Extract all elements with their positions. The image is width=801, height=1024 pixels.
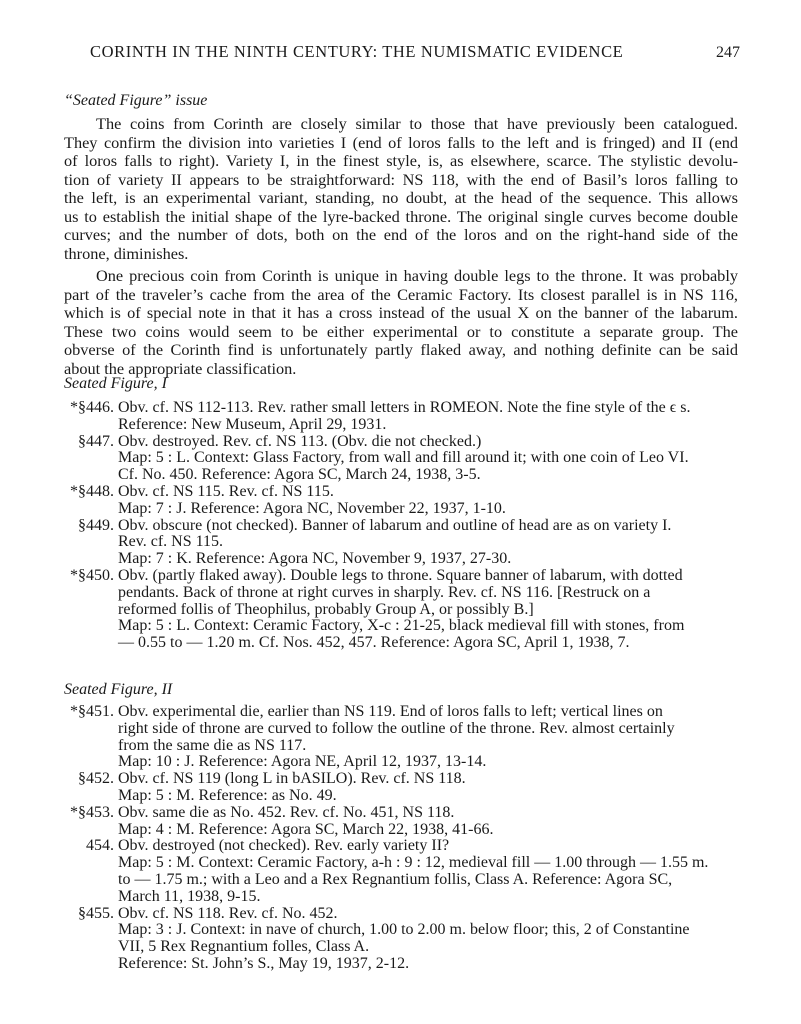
entry-line: Obv. cf. NS 115. Rev. cf. NS 115. [118, 483, 334, 500]
running-head [90, 42, 740, 62]
entry-line: pendants. Back of throne at right curves in sharply. Rev. cf. NS 116. [Restruck on a [118, 583, 651, 601]
entry-line: Obv. cf. NS 118. Rev. cf. No. 452. [118, 904, 338, 922]
issue-title: “Seated Figure” issue [64, 92, 208, 109]
running-head-title: CORINTH IN THE NINTH CENTURY: THE NUMISMATIC EVIDENCE [90, 42, 624, 61]
entry-line: Map: 10 : J. Reference: Agora NE, April 12, 1937, 13-14. [118, 753, 487, 771]
catalogue-entry [0, 704, 801, 771]
entry-line: Reference: St. John’s S., May 19, 1937, 2-12. [118, 954, 410, 972]
entry-line: — 0.55 to — 1.20 m. Cf. Nos. 452, 457. Reference: Agora SC, April 1, 1938, 7. [118, 634, 630, 652]
entry-line: right side of throne are curved to follow the outline of the throne. Rev. almost certainly [118, 719, 675, 737]
catalogue-entry [0, 434, 801, 484]
catalogue-entry [0, 568, 801, 652]
entry-line: Rev. cf. NS 115. [118, 533, 224, 551]
entry-number: *§446. [70, 399, 114, 416]
paragraph-line: One precious coin from Corinth is unique in having double legs to the throne. It was probably [96, 267, 738, 285]
paragraph-line: part of the traveler’s cache from the area of the Ceramic Factory. Its closest parallel is in NS 116, [64, 285, 738, 304]
section-title-seated-figure-ii: Seated Figure, II [64, 681, 173, 698]
catalogue-entry [0, 838, 801, 905]
entry-line: Cf. No. 450. Reference: Agora SC, March 24, 1938, 3-5. [118, 466, 481, 484]
entry-line: Map: 4 : M. Reference: Agora SC, March 22, 1938, 41-66. [118, 820, 494, 838]
entry-line: Map: 5 : L. Context: Glass Factory, from wall and fill around it; with one coin of Leo VI. [118, 449, 689, 467]
catalogue-entry [0, 805, 801, 839]
paragraph-line: The coins from Corinth are closely similar to those that have previously been catalogued. [96, 115, 738, 133]
paragraph-line: obverse of the Corinth find is unfortunately partly flaked away, and nothing definite can be said [64, 341, 738, 359]
paragraph-line: throne, diminishes. [64, 243, 189, 263]
entry-line: Map: 3 : J. Context: in nave of church, 1.00 to 2.00 m. below floor; this, 2 of Constantine [118, 921, 690, 939]
paragraph-line: which is of special note in that it has a cross instead of the usual X on the banner of the labarum. [64, 304, 738, 322]
paragraph-line: They confirm the division into varieties I (end of loros falls to the left and is fringed) and II (end [64, 133, 738, 152]
entry-line: Obv. (partly flaked away). Double legs to throne. Square banner of labarum, with dotted [118, 567, 683, 584]
entry-line: from the same die as NS 117. [118, 736, 307, 754]
entry-number: *§448. [70, 483, 114, 500]
entry-number: §452. [78, 770, 114, 788]
catalogue-entry [0, 906, 801, 973]
entry-line: Map: 7 : J. Reference: Agora NC, November 22, 1937, 1-10. [118, 499, 506, 517]
paragraph-line: about the appropriate classification. [64, 358, 297, 378]
paragraph-line: of loros falls to right). Variety I, in the finest style, is, as elsewhere, scarce. The stylistic devolu- [64, 152, 738, 170]
entry-line: Map: 5 : M. Reference: as No. 49. [118, 786, 337, 804]
entry-line: to — 1.75 m.; with a Leo and a Rex Regnantium follis, Class A. Reference: Agora SC, [118, 870, 673, 888]
paragraph-line: us to establish the initial shape of the lyre-backed throne. The original single curves become double [64, 207, 738, 226]
entry-number: 454. [86, 837, 114, 855]
catalogue-entry [0, 484, 801, 518]
entry-line: Map: 5 : M. Context: Ceramic Factory, a-h : 9 : 12, medieval fill — 1.00 through — 1.55 m. [118, 854, 709, 872]
entry-line: VII, 5 Rex Regnantium folles, Class A. [118, 938, 370, 956]
entry-line: Obv. destroyed. Rev. cf. NS 113. (Obv. die not checked.) [118, 432, 482, 450]
entry-line: Obv. experimental die, earlier than NS 119. End of loros falls to left; vertical lines on [118, 703, 663, 720]
entry-number: *§453. [70, 803, 114, 821]
entry-line: reformed follis of Theophilus, probably Group A, or possibly B.] [118, 600, 534, 618]
entry-line: Obv. obscure (not checked). Banner of labarum and outline of head are as on variety I. [118, 516, 672, 534]
entry-line: Reference: New Museum, April 29, 1931. [118, 415, 387, 433]
entry-line: Obv. same die as No. 452. Rev. cf. No. 451, NS 118. [118, 803, 455, 821]
entry-number: §449. [78, 516, 114, 534]
catalogue-entry [0, 518, 801, 568]
entry-number: §455. [78, 904, 114, 922]
paragraph-1 [64, 115, 738, 263]
paragraph-line: These two coins would seem to be either experimental or to constitute a separate group. The [64, 322, 738, 341]
paragraph-line: curves; and the number of dots, both on the end of the loros and on the right-hand side of the [64, 226, 738, 244]
entry-line: Obv. cf. NS 112-113. Rev. rather small letters in ROMEON. Note the fine style of the ϵ s. [118, 399, 691, 416]
entry-line: Obv. destroyed (not checked). Rev. early variety II? [118, 837, 450, 855]
catalogue-entry [0, 400, 801, 434]
paragraph-2 [64, 267, 738, 378]
entry-line: March 11, 1938, 9-15. [118, 887, 261, 905]
section-title-seated-figure-i: Seated Figure, I [64, 375, 167, 392]
entry-number: §447. [78, 432, 114, 450]
page-number: 247 [716, 44, 740, 61]
catalogue-entry [0, 771, 801, 805]
entry-line: Map: 5 : L. Context: Ceramic Factory, X-c : 21-25, black medieval fill with stones, from [118, 617, 685, 635]
entry-line: Obv. cf. NS 119 (long L in bASILO). Rev. cf. NS 118. [118, 770, 466, 788]
entry-line: Map: 7 : K. Reference: Agora NC, November 9, 1937, 27-30. [118, 550, 512, 568]
entry-number: *§450. [70, 567, 114, 584]
paragraph-line: the left, is an experimental variant, standing, no doubt, at the head of the sequence. This allows [64, 189, 738, 207]
entry-number: *§451. [70, 703, 114, 720]
paragraph-line: tion of variety II appears to be straightforward: NS 118, with the end of Basil’s loros falling to [64, 170, 738, 189]
